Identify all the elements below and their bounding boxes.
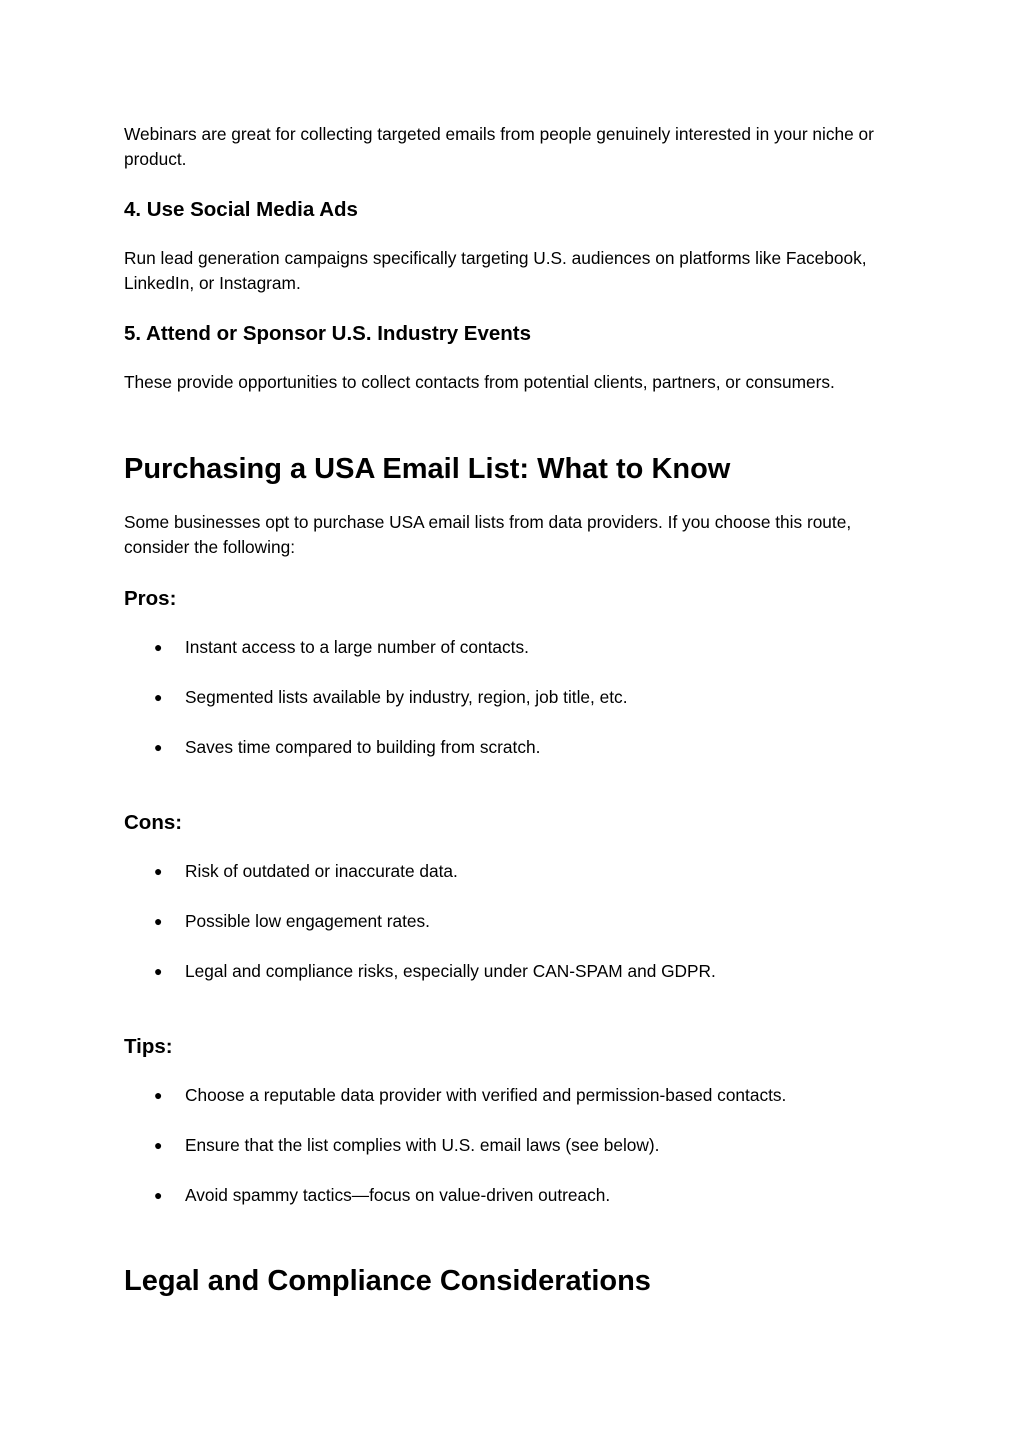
intro-paragraph: Webinars are great for collecting targeted emails from people genuinely interested in your niche or product.: [124, 124, 874, 169]
tips-item: Choose a reputable data provider with verified and permission-based contacts.: [185, 1085, 787, 1105]
section-4-paragraph: Run lead generation campaigns specifically targeting U.S. audiences on platforms like Facebook, LinkedIn, or Instagram.: [124, 248, 867, 293]
pros-item: Instant access to a large number of contacts.: [185, 637, 529, 657]
purchasing-paragraph: Some businesses opt to purchase USA email lists from data providers. If you choose this route, consider the following:: [124, 512, 852, 557]
bullet-icon: ●: [154, 1087, 163, 1103]
cons-item: Risk of outdated or inaccurate data.: [185, 861, 458, 881]
section-4-heading: 4. Use Social Media Ads: [124, 198, 358, 221]
purchasing-heading: Purchasing a USA Email List: What to Know: [124, 453, 731, 485]
pros-item: Saves time compared to building from scratch.: [185, 737, 541, 757]
bullet-icon: ●: [154, 689, 163, 705]
tips-heading: Tips:: [124, 1035, 173, 1058]
bullet-icon: ●: [154, 863, 163, 879]
bullet-icon: ●: [154, 1187, 163, 1203]
pros-heading: Pros:: [124, 587, 177, 610]
bullet-icon: ●: [154, 913, 163, 929]
tips-item: Ensure that the list complies with U.S. email laws (see below).: [185, 1135, 660, 1155]
cons-item: Possible low engagement rates.: [185, 911, 430, 931]
bullet-icon: ●: [154, 1137, 163, 1153]
pros-item: Segmented lists available by industry, region, job title, etc.: [185, 687, 628, 707]
bullet-icon: ●: [154, 639, 163, 655]
bullet-icon: ●: [154, 739, 163, 755]
bullet-icon: ●: [154, 963, 163, 979]
cons-heading: Cons:: [124, 811, 183, 834]
tips-item: Avoid spammy tactics—focus on value-driven outreach.: [185, 1185, 611, 1205]
legal-heading: Legal and Compliance Considerations: [124, 1265, 651, 1297]
section-5-heading: 5. Attend or Sponsor U.S. Industry Events: [124, 322, 532, 345]
section-5-paragraph: These provide opportunities to collect contacts from potential clients, partners, or consumers.: [124, 372, 835, 392]
cons-item: Legal and compliance risks, especially under CAN-SPAM and GDPR.: [185, 961, 716, 981]
